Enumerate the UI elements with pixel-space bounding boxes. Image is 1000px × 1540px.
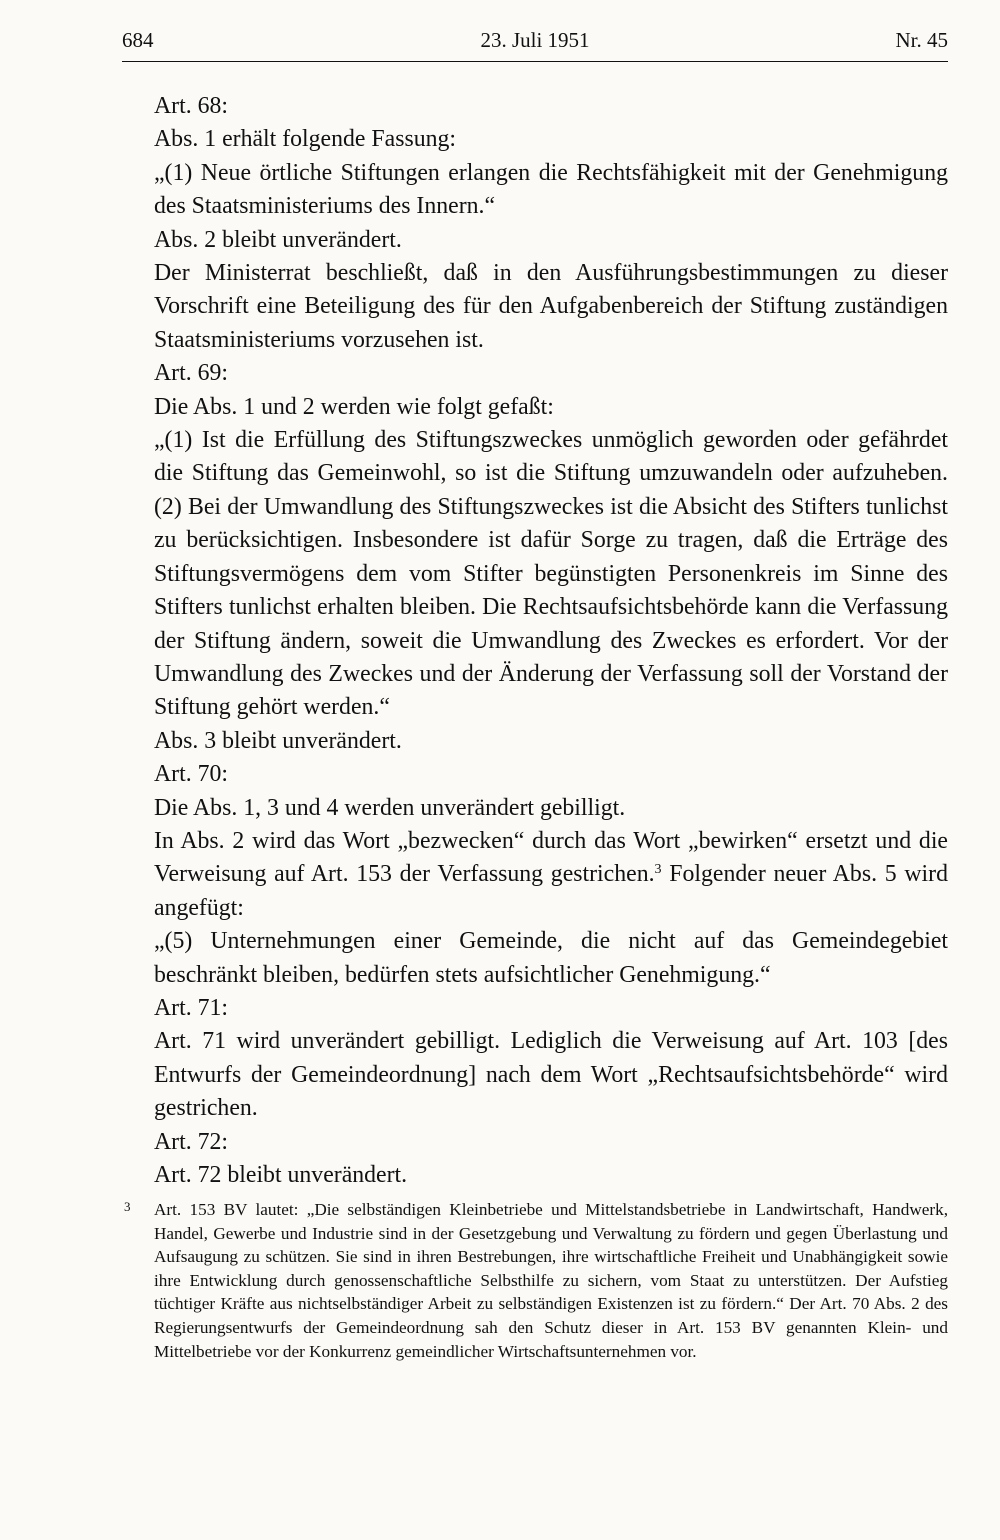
paragraph-text: In Abs. 2 wird das Wort „bezwecken“ durch das Wort „bewirken“ ersetzt und die Verweisung auf Art. 153 der Verfassung gestrichen. [154,827,948,888]
article-heading: Art. 71: [154,994,229,1021]
paragraph: Der Ministerrat beschließt, daß in den Ausführungsbestimmungen zu dieser Vorschrift eine Beteiligung des für den Aufgabenbereich der Stiftung zuständigen Staatsministeriums vorzusehen ist. [154,260,948,353]
document-page [122,0,948,1540]
paragraph: Die Abs. 1, 3 und 4 werden unverändert gebilligt. [154,794,626,821]
paragraph: Abs. 1 erhält folgende Fassung: [154,126,457,153]
main-text [154,90,948,1192]
paragraph: Art. 72 bleibt unverändert. [154,1162,408,1188]
paragraph: Art. 71 wird unverändert gebilligt. Lediglich die Verweisung auf Art. 103 [des Entwurfs der Gemeindeordnung] nach dem Wort „Rechtsaufsichtsbehörde“ wird gestrichen. [154,1028,948,1122]
quoted-provision: „(1) Neue örtliche Stiftungen erlangen die Rechtsfähigkeit mit der Genehmigung des Staatsministeriums des Innern.“ [154,159,948,220]
article-heading: Art. 69: [154,360,229,387]
page-header [122,28,948,62]
header-rule [122,61,948,62]
quoted-provision: „(1) Ist die Erfüllung des Stiftungszweckes unmöglich geworden oder gefährdet die Stiftung das Gemeinwohl, so ist die Stiftung umzuwandeln oder aufzuheben. (2) Bei der Umwandlung des Stiftungszweckes ist die Absicht des Stifters tunlichst zu berücksichtigen. Insbesondere ist dafür Sorge zu tragen, daß die Erträge des Stiftungsvermögens dem vom Stifter begünstigten Personenkreis im Sinne des Stifters tunlichst erhalten bleiben. Die Rechtsaufsichtsbehörde kann die Verfassung der Stiftung ändern, soweit die Umwandlung des Zweckes es erfordert. Vor der Umwandlung des Zweckes und der Änderung der Verfassung soll der Vorstand der Stiftung gehört werden.“ [154,427,948,721]
footnote-reference: 3 [654,862,662,878]
page-number: 684 [122,28,154,52]
header-date: 23. Juli 1951 [480,28,590,52]
article-heading: Art. 72: [154,1128,229,1155]
article-heading: Art. 70: [154,761,229,788]
paragraph-with-footnote-ref [154,825,948,925]
paragraph: Abs. 2 bleibt unverändert. [154,226,402,253]
paragraph: Die Abs. 1 und 2 werden wie folgt gefaßt: [154,393,554,420]
footnote-text: Art. 153 BV lautet: „Die selbständigen Kleinbetriebe und Mittelstandsbetriebe in Landwirtschaft, Handwerk, Handel, Gewerbe und Industrie sind in der Gesetzgebung und Verwaltung zu fördern und gegen Überlastung und Aufsaugung zu schützen. Sie sind in ihren Bestrebungen, ihre wirtschaftliche Freiheit und Unabhängigkeit sowie ihre Entwicklung durch genossenschaftliche Selbsthilfe zu sichern, vom Staat zu unterstützen. Der Aufstieg tüchtiger Kräfte aus nichtselbständiger Arbeit zu selbständigen Existenzen ist zu fördern.“ Der Art. 70 Abs. 2 des Regierungsentwurfs der Gemeindeordnung sah den Schutz dieser in Art. 153 BV genannten Klein- und Mittelbetriebe vor der Konkurrenz gemeindlicher Wirtschaftsunternehmen vor. [154,1200,948,1361]
footnote [124,1198,948,1363]
paragraph: Abs. 3 bleibt unverändert. [154,727,402,754]
issue-number: Nr. 45 [895,28,948,52]
article-heading: Art. 68: [154,93,229,119]
footnote-marker: 3 [124,1199,131,1214]
paragraph-text: Folgender neuer Abs. 5 wird angefügt: [154,861,948,921]
quoted-provision: „(5) Unternehmungen einer Gemeinde, die nicht auf das Gemeindegebiet beschränkt bleiben, bedürfen stets aufsichtlicher Genehmigung.“ [154,928,948,988]
